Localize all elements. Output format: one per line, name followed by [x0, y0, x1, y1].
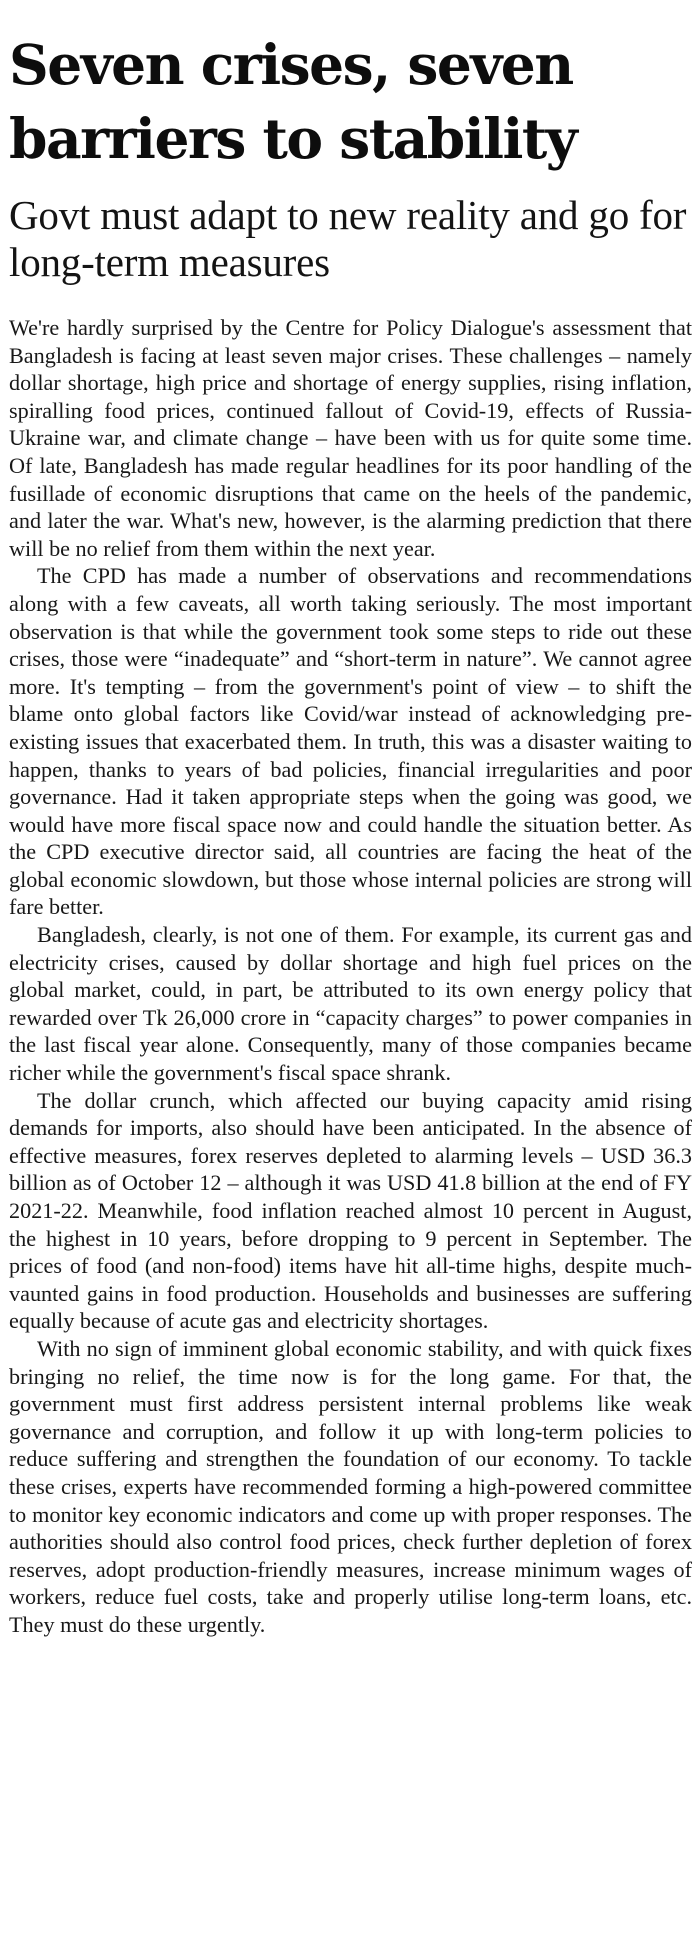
- paragraph-5: With no sign of imminent global economic stability, and with quick fixes bringing no relief, the time now is for the long game. For that, the government must first address persistent internal problems like weak governance and corruption, and follow it up with long-term policies to reduce suffering and strengthen the foundation of our economy. To tackle these crises, experts have recommended forming a high-powered committee to monitor key economic indicators and come up with proper responses. The authorities should also control food prices, check further depletion of forex reserves, adopt production-friendly measures, increase minimum wages of workers, reduce fuel costs, take and properly utilise long-term loans, etc. They must do these urgently.: [9, 1335, 692, 1637]
- paragraph-2: The CPD has made a number of observations and recommendations along with a few caveats, all worth taking seriously. The most important observation is that while the government took some steps to ride out these crises, those were “inadequate” and “short-term in nature”. We cannot agree more. It's tempting – from the government's point of view – to shift the blame onto global factors like Covid/war instead of acknowledging pre-existing issues that exacerbated them. In truth, this was a disaster waiting to happen, thanks to years of bad policies, financial irregularities and poor governance. Had it taken appropriate steps when the going was good, we would have more fiscal space now and could handle the situation better. As the CPD executive director said, all countries are facing the heat of the global economic slowdown, but those whose internal policies are strong will fare better.: [9, 563, 692, 920]
- article-body: [9, 314, 692, 1639]
- headline: Seven crises, seven barriers to stability: [9, 32, 577, 171]
- paragraph-4: The dollar crunch, which affected our buying capacity amid rising demands for imports, also should have been anticipated. In the absence of effective measures, forex reserves depleted to alarming levels – USD 36.3 billion as of October 12 – although it was USD 41.8 billion at the end of FY 2021-22. Meanwhile, food inflation reached almost 10 percent in August, the highest in 10 years, before dropping to 9 percent in September. The prices of food (and non-food) items have hit all-time highs, despite much-vaunted gains in food production. Households and businesses are suffering equally because of acute gas and electricity shortages.: [9, 1087, 692, 1334]
- paragraph-1: We're hardly surprised by the Centre for Policy Dialogue's assessment that Bangladesh is facing at least seven major crises. These challenges – namely dollar shortage, high price and shortage of energy supplies, rising inflation, spiralling food prices, continued fallout of Covid-19, effects of Russia-Ukraine war, and climate change – have been with us for quite some time. Of late, Bangladesh has made regular headlines for its poor handling of the fusillade of economic disruptions that came on the heels of the pandemic, and later the war. What's new, however, is the alarming prediction that there will be no relief from them within the next year.: [9, 315, 692, 561]
- subheadline: Govt must adapt to new reality and go for long-term measures: [9, 192, 687, 285]
- paragraph-3: Bangladesh, clearly, is not one of them. For example, its current gas and electricity crises, caused by dollar shortage and high fuel prices on the global market, could, in part, be attributed to its own energy policy that rewarded over Tk 26,000 crore in “capacity charges” to power companies in the last fiscal year alone. Consequently, many of those companies became richer while the government's fiscal space shrank.: [9, 922, 692, 1086]
